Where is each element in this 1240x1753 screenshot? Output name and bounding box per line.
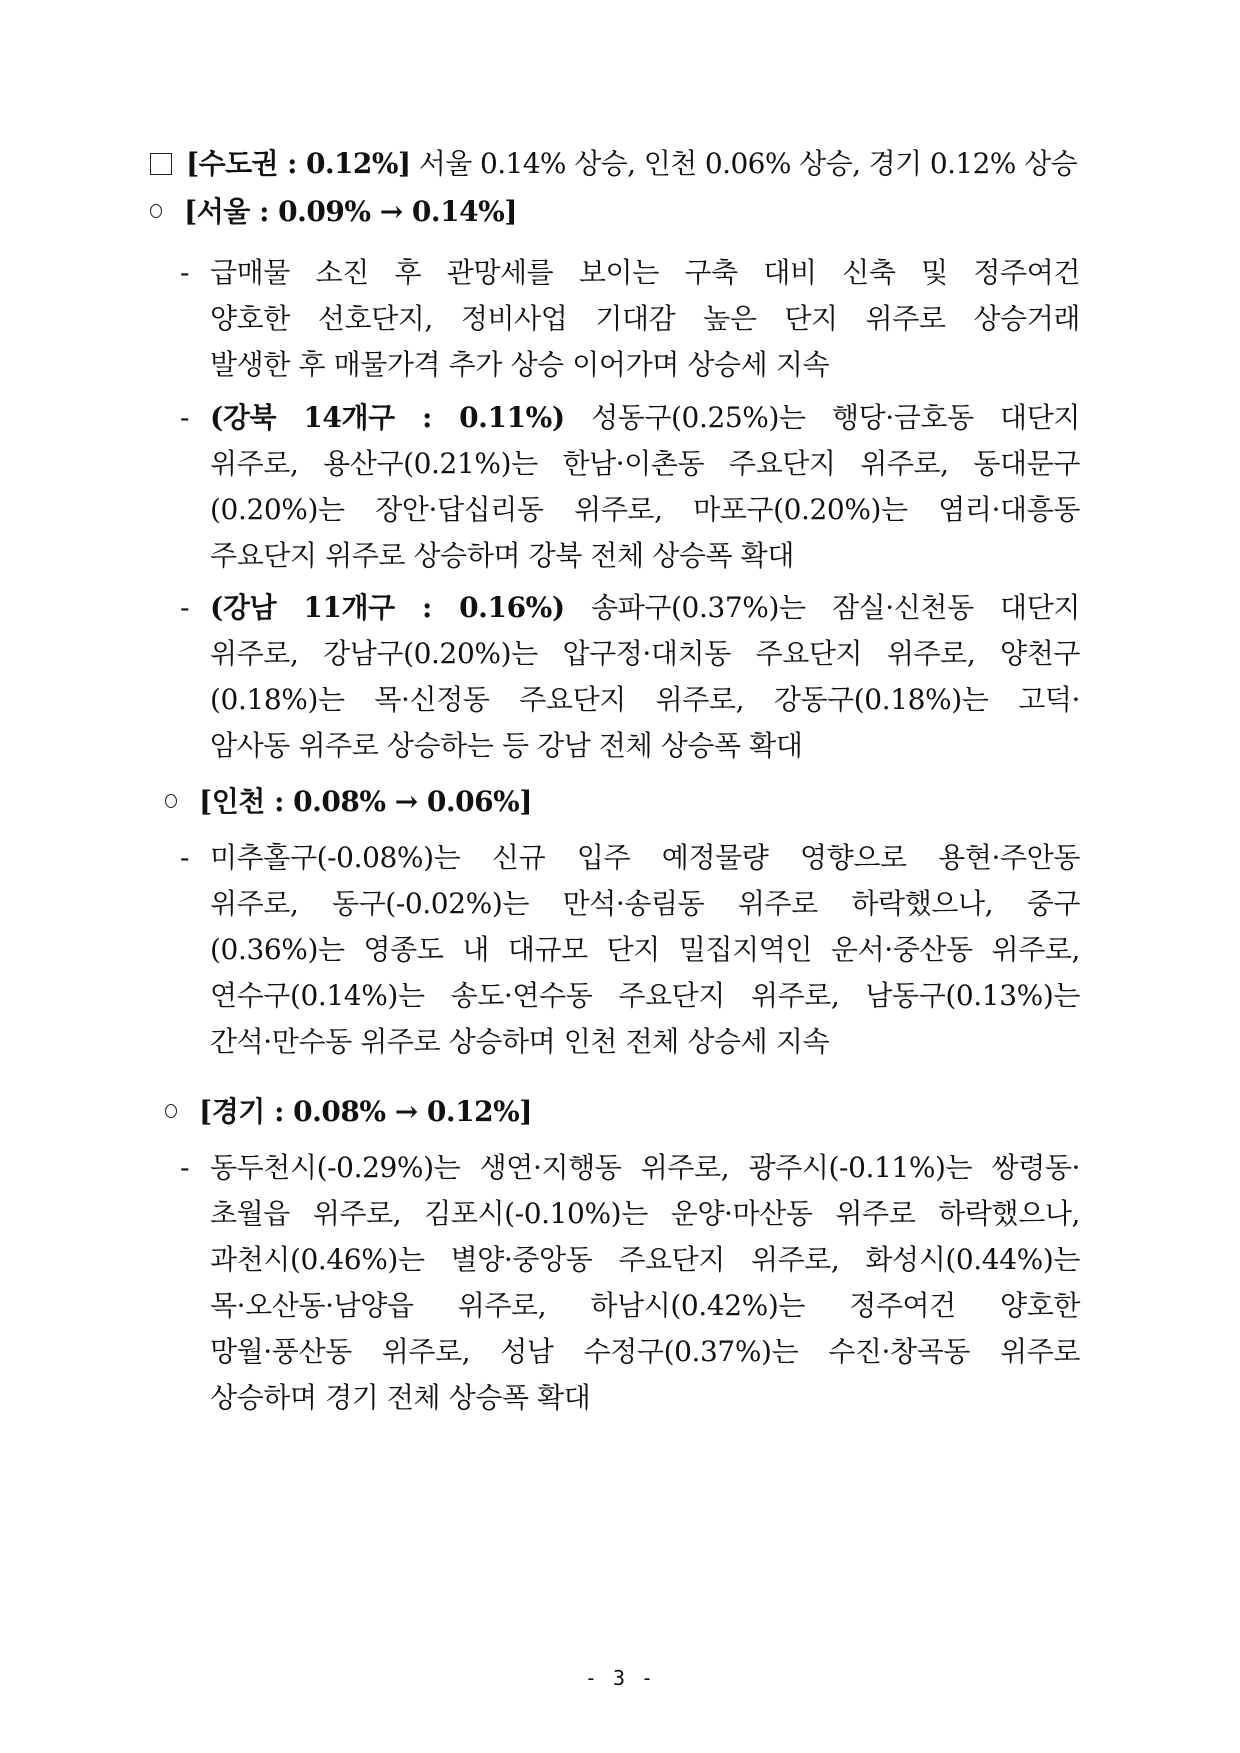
paragraph-line: 급매물 소진 후 관망세를 보이는 구축 대비 신축 및 정주여건 bbox=[210, 256, 1080, 289]
gangnam-label: (강남 11개구 : 0.16%) bbox=[210, 591, 565, 624]
circle-bullet-icon bbox=[165, 794, 177, 808]
seoul-heading-text: [서울 : 0.09% → 0.14%] bbox=[184, 195, 517, 228]
incheon-bullet bbox=[180, 835, 1080, 1065]
seoul-bullet-gangnam bbox=[180, 585, 1080, 769]
paragraph-line: 발생한 후 매물가격 추가 상승 이어가며 상승세 지속 bbox=[210, 348, 830, 381]
incheon-heading bbox=[165, 780, 532, 824]
gyeonggi-bullet bbox=[180, 1145, 1080, 1421]
paragraph-line: 과천시(0.46%)는 별양·중앙동 주요단지 위주로, 화성시(0.44%)는 bbox=[210, 1243, 1080, 1276]
gangnam-text: 송파구(0.37%)는 잠실·신천동 대단지 bbox=[564, 591, 1081, 624]
paragraph-line: 위주로, 동구(-0.02%)는 만석·송림동 위주로 하락했으나, 중구 bbox=[210, 887, 1080, 920]
paragraph-line: 간석·만수동 위주로 상승하며 인천 전체 상승세 지속 bbox=[210, 1025, 830, 1058]
paragraph-line: 초월읍 위주로, 김포시(-0.10%)는 운양·마산동 위주로 하락했으나, bbox=[210, 1197, 1080, 1230]
checkbox-icon bbox=[150, 153, 172, 175]
paragraph-line: 양호한 선호단지, 정비사업 기대감 높은 단지 위주로 상승거래 bbox=[210, 302, 1080, 335]
circle-bullet-icon bbox=[150, 204, 162, 218]
dash-marker: - bbox=[180, 401, 190, 434]
headline-label: [수도권 : 0.12%] bbox=[186, 147, 411, 180]
paragraph-line: 망월·풍산동 위주로, 성남 수정구(0.37%)는 수진·창곡동 위주로 bbox=[210, 1335, 1080, 1368]
gangbuk-label: (강북 14개구 : 0.11%) bbox=[210, 401, 565, 434]
paragraph-line: (0.36%)는 영종도 내 대규모 단지 밀집지역인 운서·중산동 위주로, bbox=[210, 933, 1080, 966]
paragraph-line: 미추홀구(-0.08%)는 신규 입주 예정물량 영향으로 용현·주안동 bbox=[210, 841, 1080, 874]
paragraph-line: 암사동 위주로 상승하는 등 강남 전체 상승폭 확대 bbox=[210, 729, 803, 762]
paragraph-line: 위주로, 강남구(0.20%)는 압구정·대치동 주요단지 위주로, 양천구 bbox=[210, 637, 1080, 670]
paragraph-line: 연수구(0.14%)는 송도·연수동 주요단지 위주로, 남동구(0.13%)는 bbox=[210, 979, 1080, 1012]
paragraph-line: (0.20%)는 장안·답십리동 위주로, 마포구(0.20%)는 염리·대흥동 bbox=[210, 493, 1080, 526]
paragraph-line: 목·오산동·남양읍 위주로, 하남시(0.42%)는 정주여건 양호한 bbox=[210, 1289, 1080, 1322]
gangbuk-text: 성동구(0.25%)는 행당·금호동 대단지 bbox=[564, 401, 1081, 434]
circle-bullet-icon bbox=[165, 1104, 177, 1118]
dash-marker: - bbox=[180, 1151, 190, 1184]
paragraph-line: 동두천시(-0.29%)는 생연·지행동 위주로, 광주시(-0.11%)는 쌍령동· bbox=[210, 1151, 1080, 1184]
dash-marker: - bbox=[180, 256, 190, 289]
dash-marker: - bbox=[180, 591, 190, 624]
headline-text: 서울 0.14% 상승, 인천 0.06% 상승, 경기 0.12% 상승 bbox=[410, 147, 1078, 180]
paragraph-line: 주요단지 위주로 상승하며 강북 전체 상승폭 확대 bbox=[210, 539, 794, 572]
paragraph-line: (0.18%)는 목·신정동 주요단지 위주로, 강동구(0.18%)는 고덕· bbox=[210, 683, 1080, 716]
paragraph-line: 위주로, 용산구(0.21%)는 한남·이촌동 주요단지 위주로, 동대문구 bbox=[210, 447, 1080, 480]
paragraph-line bbox=[210, 395, 1080, 441]
headline-capital-area bbox=[150, 142, 1110, 186]
seoul-heading bbox=[150, 190, 517, 234]
gyeonggi-heading-text: [경기 : 0.08% → 0.12%] bbox=[199, 1095, 532, 1128]
dash-marker: - bbox=[180, 841, 190, 874]
seoul-bullet-gangbuk bbox=[180, 395, 1080, 579]
page-number: - 3 - bbox=[584, 1666, 656, 1690]
paragraph-line: 상승하며 경기 전체 상승폭 확대 bbox=[210, 1381, 591, 1414]
incheon-heading-text: [인천 : 0.08% → 0.06%] bbox=[199, 785, 532, 818]
seoul-bullet-summary bbox=[180, 250, 1080, 388]
paragraph-line bbox=[210, 585, 1080, 631]
gyeonggi-heading bbox=[165, 1090, 532, 1134]
